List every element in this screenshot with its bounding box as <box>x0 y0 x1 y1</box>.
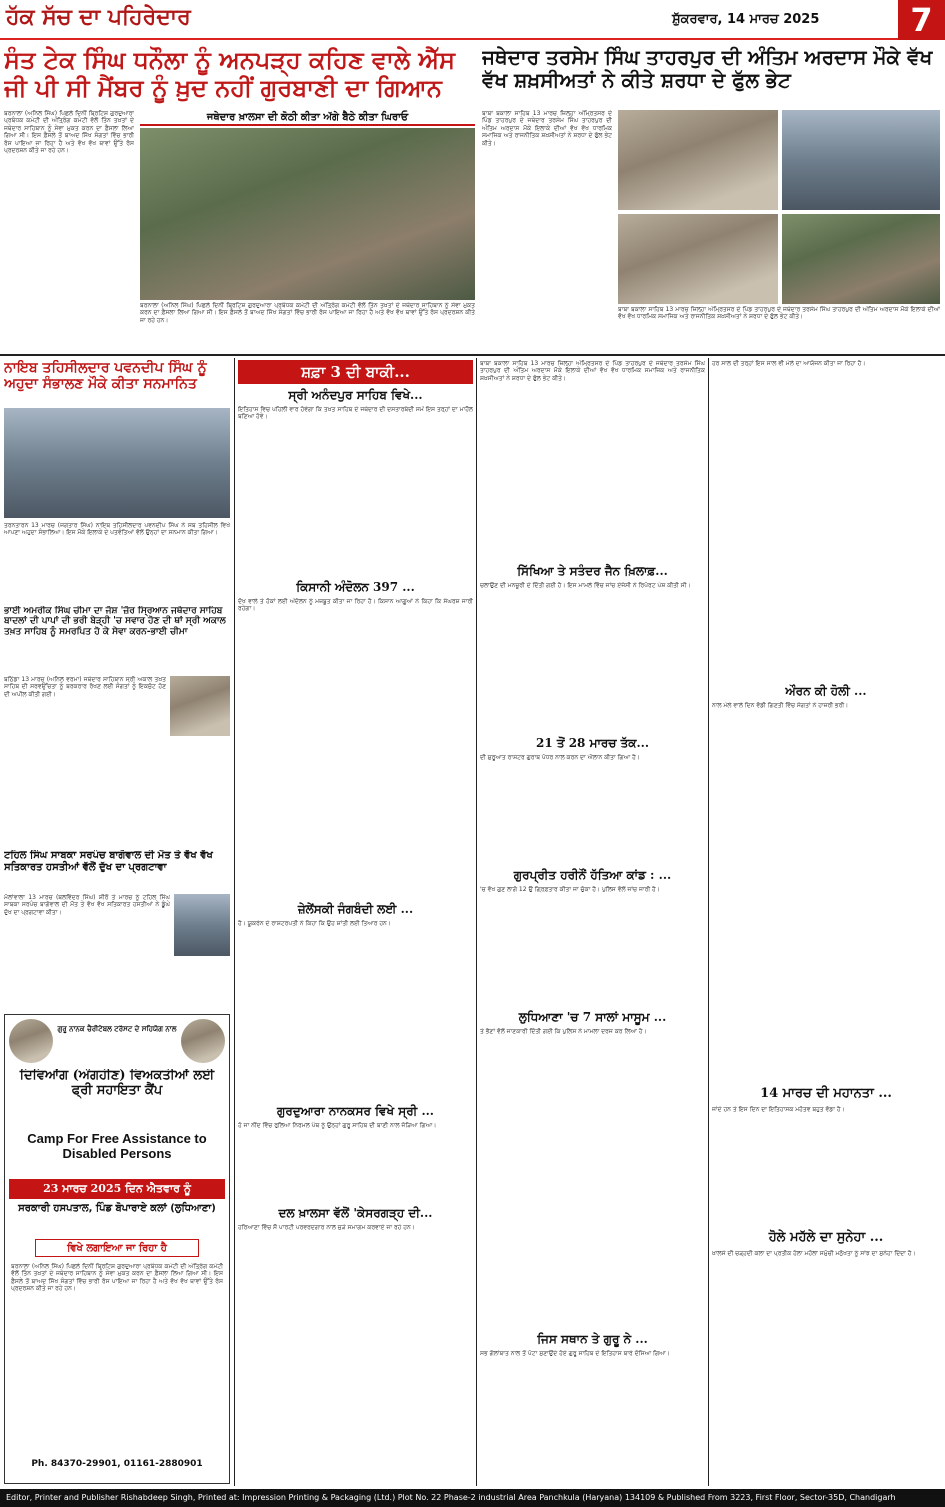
section-body: ਇਤਿਹਾਸ ਵਿਚ ਪਹਿਲੀ ਵਾਰ ਹੋਵੇਗਾ ਕਿ ਤਖ਼ਤ ਸਾਹਿਬ ਦੇ ਜਥੇਦਾਰ ਦੀ ਦਸਤਾਰਬੰਦੀ ਸਮੇਂ ਇਸ ਤਰ੍ਹਾਂ ਦਾ ਮਾਹੌਲ ਬਣਿਆ ਹੋਵੇ। <box>238 406 473 421</box>
section-body: ਨਾਲ ਮੇਲੇ ਵਾਲੇ ਦਿਨ ਵੱਡੀ ਗਿਣਤੀ ਵਿੱਚ ਸੰਗਤਾਂ ਨੇ ਹਾਜ਼ਰੀ ਭਰੀ। <box>712 702 849 709</box>
ad-logo-left <box>9 1019 53 1063</box>
section-body: ਜਾਂਦੇ ਹਨ ਤੇ ਇਸ ਦਿਨ ਦਾ ਇਤਿਹਾਸਕ ਮਹੱਤਵ ਬਹੁਤ ਵੱਡਾ ਹੈ। <box>712 1106 845 1113</box>
protest-photo <box>140 128 475 300</box>
section-body: 'ਚ ਵੱਖ ਗੁਣ ਲਾਗੋ 12 ਉ ਗ੍ਰਿਫ਼ਤਾਰ ਕੀਤਾ ਜਾ ਚੁੱਕਾ ਹੈ। ਪੁਲਿਸ ਵੱਲੋਂ ਜਾਂਚ ਜਾਰੀ ਹੈ। <box>480 886 660 893</box>
section-title: ਗੁਰਪ੍ਰੀਤ ਹਰੀਨੌਂ ਹੱਤਿਆ ਕਾਂਡ : ... <box>513 868 672 882</box>
section-title: 21 ਤੋਂ 28 ਮਾਰਚ ਤੱਕ... <box>535 736 650 750</box>
lead-right-headline: ਜਥੇਦਾਰ ਤਰਸੇਮ ਸਿੰਘ ਤਾਹਰਪੁਰ ਦੀ ਅੰਤਿਮ ਅਰਦਾਸ ਮੌਕੇ ਵੱਖ ਵੱਖ ਸ਼ਖ਼ਸੀਅਤਾਂ ਨੇ ਕੀਤੇ ਸ਼ਰਧਾ ਦੇ ਫੁੱਲ ਭੇਟ <box>482 46 933 92</box>
ardas-photo-4 <box>782 214 940 304</box>
ad-title-english: Camp For Free Assistance to Disabled Persons <box>27 1131 207 1161</box>
section-body: ਚਲਾਉਣ ਦੀ ਮਨਜ਼ੂਰੀ ਦੇ ਦਿੱਤੀ ਗਈ ਹੈ। ਇਸ ਮਾਮਲੇ ਵਿੱਚ ਜਾਂਚ ਏਜੰਸੀ ਨੇ ਰਿਪੋਰਟ ਪੇਸ਼ ਕੀਤੀ ਸੀ। <box>480 582 691 589</box>
ardas-photo-2 <box>782 110 940 210</box>
section-body: ਦੀ ਸ਼ੁਰੂਆਤ ਰਾਸ਼ਟਰ ਗੁਰਾਬ ਪੱਧਰ ਨਾਲ ਕਰਨ ਦਾ ਐਲਾਨ ਕੀਤਾ ਗਿਆ ਹੈ। <box>480 754 640 761</box>
far-right-sections <box>712 360 940 1484</box>
section-title: ਗੁਰਦੁਆਰਾ ਨਾਨਕਸਰ ਵਿਖੇ ਸ੍ਰੀ ... <box>277 1104 434 1118</box>
tehsildar-headline: ਨਾਇਬ ਤਹਿਸੀਲਦਾਰ ਪਵਨਦੀਪ ਸਿੰਘ ਨੂੰ ਅਹੁਦਾ ਸੰਭਾਲਣ ਮੌਕੇ ਕੀਤਾ ਸਨਮਾਨਿਤ <box>4 360 207 393</box>
disability-camp-ad <box>4 1014 230 1484</box>
section-title: ਜ਼ੇਲੇਂਸਕੀ ਜੰਗਬੰਦੀ ਲਈ ... <box>297 902 414 916</box>
section-body: ਤੇ ਭੈਣਾਂ ਵੱਲੋਂ ਜਾਣਕਾਰੀ ਦਿੱਤੀ ਗਈ ਕਿ ਪੁਲਿਸ ਨੇ ਮਾਮਲਾ ਦਰਜ ਕਰ ਲਿਆ ਹੈ। <box>480 1028 647 1035</box>
imprint-footer: Editor, Printer and Publisher Rishabdeep Singh, Printed at: Impression Printing & Packaging (Ltd.) Plot No. 22 Phase-2 industrial Area Panchkula (Haryana) 134109 & Published From 3223, First Floor, Sector-35D, Chandigarh <box>0 1489 945 1507</box>
masthead-title: ਹੱਕ ਸੱਚ ਦਾ ਪਹਿਰੇਦਾਰ <box>6 4 191 30</box>
continued-banner: ਸ਼ਫ਼ਾ 3 ਦੀ ਬਾਕੀ... <box>238 360 473 384</box>
section-title: ਲੁਧਿਆਣਾ 'ਚ 7 ਸਾਲਾਂ ਮਾਸੂਮ ... <box>518 1010 667 1024</box>
lead-right-body: ਬਾਬਾ ਬਕਾਲਾ ਸਾਹਿਬ 13 ਮਾਰਚ ਜ਼ਿਲ੍ਹਾ ਅੰਮ੍ਰਿਤਸਰ ਦੇ ਪਿੰਡ ਤਾਹਰਪੁਰ ਦੇ ਜਥੇਦਾਰ ਤਰਸੇਮ ਸਿੰਘ ਤਾਹਰਪੁਰ ਦੀ ਅੰਤਿਮ ਅਰਦਾਸ ਮੌਕੇ ਇਲਾਕੇ ਦੀਆਂ ਵੱਖ ਵੱਖ ਧਾਰਮਿਕ ਸਮਾਜਿਕ ਅਤੇ ਰਾਜਨੀਤਿਕ ਸ਼ਖ਼ਸੀਅਤਾਂ ਨੇ ਸ਼ਰਧਾ ਦੇ ਫੁੱਲ ਭੇਟ ਕੀਤੇ। <box>482 110 612 147</box>
ad-notice-bar: ਵਿਖੇ ਲਗਾਇਆ ਜਾ ਰਿਹਾ ਹੈ <box>35 1239 199 1257</box>
section-title: ਕਿਸਾਨੀ ਅੰਦੋਲਨ 397 ... <box>296 580 415 594</box>
tehal-singh-photo <box>174 894 230 956</box>
section-divider <box>0 354 945 356</box>
section-body: ਦੱਖ ਵਾਲੇ ਤੇ ਹੱਕਾਂ ਲਈ ਅੰਦੋਲਨ ਨੂੰ ਮਜ਼ਬੂਤ ਕੀਤਾ ਜਾ ਰਿਹਾ ਹੈ। ਕਿਸਾਨ ਆਗੂਆਂ ਨੇ ਕਿਹਾ ਕਿ ਸੰਘਰਸ਼ ਜਾਰੀ ਰਹੇਗਾ। <box>238 598 473 613</box>
section-title: ਦਲ ਖ਼ਾਲਸਾ ਵੱਲੋਂ 'ਕੇਸਰਗੜ੍ਹ ਦੀ... <box>278 1206 433 1220</box>
cheema-headline: ਭਾਈ ਅਮਰੀਕ ਸਿੰਘ ਚੀਮਾ ਦਾ ਜੋਸ਼ 'ਜ਼ੋਰ ਸ੍ਰਿਆਨ ਜਥੇਦਾਰ ਸਾਹਿਬ ਬਾਦਲਾਂ ਦੀ ਪਾਪਾਂ ਦੀ ਭਰੀ ਬੇੜ੍ਹੀ 'ਚ ਸਵਾਰ ਹੋਣ ਦੀ ਥਾਂ ਸ੍ਰੀ ਅਕਾਲ ਤਖ਼ਤ ਸਾਹਿਬ ਨੂੰ ਸਮਰਪਿਤ ਹੋ ਕੇ ਸੇਵਾ ਕਰਨ-ਭਾਈ ਚੀਮਾ <box>4 606 226 637</box>
lead-left-body: ਬਰਨਾਲਾ (ਅਨਿਲ ਸਿੰਘ) ਪਿਛਲੇ ਦਿਨੀਂ ਬ੍ਰਿਟਿਸ਼ ਗੁਰਦੁਆਰਾ ਪ੍ਰਬੰਧਕ ਕਮੇਟੀ ਦੀ ਅੰਤ੍ਰਿੰਗ ਕਮੇਟੀ ਵੱਲੋਂ ਤਿੰਨ ਤਖ਼ਤਾਂ ਦੇ ਜਥੇਦਾਰ ਸਾਹਿਬਾਨ ਨੂੰ ਸੇਵਾ ਮੁਕਤ ਕਰਨ ਦਾ ਫ਼ੈਸਲਾ ਲਿਆ ਗਿਆ ਸੀ। ਇਸ ਫ਼ੈਸਲੇ ਤੋਂ ਬਾਅਦ ਸਿੱਖ ਸੰਗਤਾਂ ਵਿੱਚ ਭਾਰੀ ਰੋਸ ਪਾਇਆ ਜਾ ਰਿਹਾ ਹੈ ਅਤੇ ਵੱਖ ਵੱਖ ਥਾਵਾਂ ਉੱਤੇ ਰੋਸ ਪ੍ਰਦਰਸ਼ਨ ਕੀਤੇ ਜਾ ਰਹੇ ਹਨ। <box>4 110 134 155</box>
lead-left-photo-banner: ਜਥੇਦਾਰ ਖ਼ਾਲਸਾ ਦੀ ਕੋਠੀ ਕੀਤਾ ਅੱਗੇ ਬੈਠੇ ਕੀਤਾ ਘਿਰਾਓ <box>140 110 475 126</box>
section-body: ਖ਼ਾਲਸੇ ਦੀ ਚੜ੍ਹਦੀ ਕਲਾ ਦਾ ਪ੍ਰਤੀਕ ਹੋਲਾ ਮਹੱਲਾ ਸਮੁੱਚੀ ਮਨੁੱਖਤਾ ਨੂੰ ਸਾਂਝ ਦਾ ਸੁਨੇਹਾ ਦਿੰਦਾ ਹੈ। <box>712 1250 916 1257</box>
lead-left-continued: ਬਰਨਾਲਾ (ਅਨਿਲ ਸਿੰਘ) ਪਿਛਲੇ ਦਿਨੀਂ ਬ੍ਰਿਟਿਸ਼ ਗੁਰਦੁਆਰਾ ਪ੍ਰਬੰਧਕ ਕਮੇਟੀ ਦੀ ਅੰਤ੍ਰਿੰਗ ਕਮੇਟੀ ਵੱਲੋਂ ਤਿੰਨ ਤਖ਼ਤਾਂ ਦੇ ਜਥੇਦਾਰ ਸਾਹਿਬਾਨ ਨੂੰ ਸੇਵਾ ਮੁਕਤ ਕਰਨ ਦਾ ਫ਼ੈਸਲਾ ਲਿਆ ਗਿਆ ਸੀ। ਇਸ ਫ਼ੈਸਲੇ ਤੋਂ ਬਾਅਦ ਸਿੱਖ ਸੰਗਤਾਂ ਵਿੱਚ ਭਾਰੀ ਰੋਸ ਪਾਇਆ ਜਾ ਰਿਹਾ ਹੈ ਅਤੇ ਵੱਖ ਵੱਖ ਥਾਵਾਂ ਉੱਤੇ ਰੋਸ ਪ੍ਰਦਰਸ਼ਨ ਕੀਤੇ ਜਾ ਰਹੇ ਹਨ। <box>140 302 475 324</box>
middle-sections <box>238 388 473 1484</box>
section-title: ਜਿਸ ਸਥਾਨ ਤੇ ਗੁਰੂ ਨੇ ... <box>537 1332 648 1346</box>
section-title: ਸ੍ਰੀ ਅਨੰਦਪੁਰ ਸਾਹਿਬ ਵਿਖੇ... <box>288 388 423 402</box>
cheema-body: ਬਠਿੰਡਾ 13 ਮਾਰਚ (ਅਨਿਲ ਵਰਮਾ) ਜਥੇਦਾਰ ਸਾਹਿਬਾਨ ਸ੍ਰੀ ਅਕਾਲ ਤਖ਼ਤ ਸਾਹਿਬ ਦੀ ਸਰਵਉੱਚਤਾ ਨੂੰ ਬਰਕਰਾਰ ਰੱਖਣ ਲਈ ਸੰਗਤਾਂ ਨੂੰ ਇਕਜੁੱਟ ਹੋਣ ਦੀ ਅਪੀਲ ਕੀਤੀ ਗਈ। <box>4 676 166 698</box>
section-body: ਸਭ ਗੱਲਾਂਬਾਤ ਨਾਲ ਤੋਂ ਪੋਟਾ ਸੁਣਾਉਂਦੇ ਹੋਏ ਗੁਰੂ ਸਾਹਿਬ ਦੇ ਇਤਿਹਾਸ ਬਾਰੇ ਦੱਸਿਆ ਗਿਆ। <box>480 1350 670 1357</box>
section-title: ਹੋਲੇ ਮਹੱਲੇ ਦਾ ਸੁਨੇਹਾ ... <box>768 1230 884 1245</box>
cheema-photo <box>170 676 230 736</box>
ad-phones: Ph. 84370-29901, 01161-2880901 <box>31 1459 203 1469</box>
masthead-date: ਸ਼ੁੱਕਰਵਾਰ, 14 ਮਾਰਚ 2025 <box>672 12 820 27</box>
column-rule <box>476 358 477 1486</box>
right-sections <box>480 360 705 1484</box>
column-rule <box>708 358 709 1486</box>
ardas-photo-caption: ਬਾਬਾ ਬਕਾਲਾ ਸਾਹਿਬ 13 ਮਾਰਚ ਜ਼ਿਲ੍ਹਾ ਅੰਮ੍ਰਿਤਸਰ ਦੇ ਪਿੰਡ ਤਾਹਰਪੁਰ ਦੇ ਜਥੇਦਾਰ ਤਰਸੇਮ ਸਿੰਘ ਤਾਹਰਪੁਰ ਦੀ ਅੰਤਿਮ ਅਰਦਾਸ ਮੌਕੇ ਇਲਾਕੇ ਦੀਆਂ ਵੱਖ ਵੱਖ ਧਾਰਮਿਕ ਸਮਾਜਿਕ ਅਤੇ ਰਾਜਨੀਤਿਕ ਸ਼ਖ਼ਸੀਅਤਾਂ ਨੇ ਸ਼ਰਧਾ ਦੇ ਫੁੱਲ ਭੇਟ ਕੀਤੇ। <box>618 306 940 321</box>
section-title: ਔਰਨ ਕੀ ਹੋਲੀ ... <box>785 684 867 698</box>
page-number: 7 <box>898 0 945 40</box>
lead-left-headline: ਸੰਤ ਟੇਕ ਸਿੰਘ ਧਨੌਲਾ ਨੂੰ ਅਨਪੜ੍ਹ ਕਹਿਣ ਵਾਲੇ ਐੱਸ ਜੀ ਪੀ ਸੀ ਮੈਂਬਰ ਨੂੰ ਖ਼ੁਦ ਨਹੀਂ ਗੁਰਬਾਣੀ ਦਾ ਗਿਆਨ <box>4 46 455 102</box>
section-body: ਬਾਬਾ ਬਕਾਲਾ ਸਾਹਿਬ 13 ਮਾਰਚ ਜ਼ਿਲ੍ਹਾ ਅੰਮ੍ਰਿਤਸਰ ਦੇ ਪਿੰਡ ਤਾਹਰਪੁਰ ਦੇ ਜਥੇਦਾਰ ਤਰਸੇਮ ਸਿੰਘ ਤਾਹਰਪੁਰ ਦੀ ਅੰਤਿਮ ਅਰਦਾਸ ਮੌਕੇ ਇਲਾਕੇ ਦੀਆਂ ਵੱਖ ਵੱਖ ਧਾਰਮਿਕ ਸਮਾਜਿਕ ਅਤੇ ਰਾਜਨੀਤਿਕ ਸ਼ਖ਼ਸੀਅਤਾਂ ਨੇ ਸ਼ਰਧਾ ਦੇ ਫੁੱਲ ਭੇਟ ਕੀਤੇ। <box>480 360 705 382</box>
section-body: ਹੈ। ਯੂਕਰੇਨ ਦੇ ਰਾਸ਼ਟਰਪਤੀ ਨੇ ਕਿਹਾ ਕਿ ਉਹ ਸ਼ਾਂਤੀ ਲਈ ਤਿਆਰ ਹਨ। <box>238 920 391 927</box>
ad-details: ਬਰਨਾਲਾ (ਅਨਿਲ ਸਿੰਘ) ਪਿਛਲੇ ਦਿਨੀਂ ਬ੍ਰਿਟਿਸ਼ ਗੁਰਦੁਆਰਾ ਪ੍ਰਬੰਧਕ ਕਮੇਟੀ ਦੀ ਅੰਤ੍ਰਿੰਗ ਕਮੇਟੀ ਵੱਲੋਂ ਤਿੰਨ ਤਖ਼ਤਾਂ ਦੇ ਜਥੇਦਾਰ ਸਾਹਿਬਾਨ ਨੂੰ ਸੇਵਾ ਮੁਕਤ ਕਰਨ ਦਾ ਫ਼ੈਸਲਾ ਲਿਆ ਗਿਆ ਸੀ। ਇਸ ਫ਼ੈਸਲੇ ਤੋਂ ਬਾਅਦ ਸਿੱਖ ਸੰਗਤਾਂ ਵਿੱਚ ਭਾਰੀ ਰੋਸ ਪਾਇਆ ਜਾ ਰਿਹਾ ਹੈ ਅਤੇ ਵੱਖ ਵੱਖ ਥਾਵਾਂ ਉੱਤੇ ਰੋਸ ਪ੍ਰਦਰਸ਼ਨ ਕੀਤੇ ਜਾ ਰਹੇ ਹਨ। <box>11 1263 223 1293</box>
section-body: ਹਰ ਸਾਲ ਦੀ ਤਰ੍ਹਾਂ ਇਸ ਸਾਲ ਵੀ ਮੇਲੇ ਦਾ ਆਯੋਜਨ ਕੀਤਾ ਜਾ ਰਿਹਾ ਹੈ। <box>712 360 866 367</box>
ad-org-text: ਗੁਰੂ ਨਾਨਕ ਚੈਰੀਟੇਬਲ ਟਰੱਸਟ ਦੇ ਸਹਿਯੋਗ ਨਾਲ <box>57 1025 177 1033</box>
tehal-singh-body: ਮੱਲਾਂਵਾਲਾ 13 ਮਾਰਚ (ਬਲਵਿੰਦਰ ਸਿੰਘ) ਸ਼ੀਰੋਂ ਤੇ ਮਾਰਚ ਨੂੰ ਟਹਿਲ ਸਿੰਘ ਸਾਬਕਾ ਸਰਪੰਚ ਬਾਗੋਵਾਲ ਦੀ ਮੌਤ ਤੇ ਵੱਖ ਵੱਖ ਸਤਿਕਾਰਤ ਹਸਤੀਆਂ ਨੇ ਡੂੰਘੇ ਦੁੱਖ ਦਾ ਪ੍ਰਗਟਾਵਾ ਕੀਤਾ। <box>4 894 170 916</box>
tehsildar-photo <box>4 408 230 518</box>
ad-venue: ਸਰਕਾਰੀ ਹਸਪਤਾਲ, ਪਿੰਡ ਬੋਪਾਰਾਏ ਕਲਾਂ (ਲੁਧਿਆਣਾ) <box>18 1203 216 1214</box>
ad-logo-right <box>181 1019 225 1063</box>
tehsildar-body: ਤਰਨਤਾਰਨ 13 ਮਾਰਚ (ਜਗਤਾਰ ਸਿੰਘ) ਨਾਇਬ ਤਹਿਸੀਲਦਾਰ ਪਵਨਦੀਪ ਸਿੰਘ ਨੇ ਸਬ ਤਹਿਸੀਲ ਵਿਖੇ ਆਪਣਾ ਅਹੁਦਾ ਸੰਭਾਲਿਆ। ਇਸ ਮੌਕੇ ਇਲਾਕੇ ਦੇ ਪਤਵੰਤਿਆਂ ਵੱਲੋਂ ਉਨ੍ਹਾਂ ਦਾ ਸਨਮਾਨ ਕੀਤਾ ਗਿਆ। <box>4 522 230 537</box>
tehal-singh-headline: ਟਹਿਲ ਸਿੰਘ ਸਾਬਕਾ ਸਰਪੰਚ ਬਾਗੋਵਾਲ ਦੀ ਮੌਤ ਤੇ ਵੱਖ ਵੱਖ ਸਤਿਕਾਰਤ ਹਸਤੀਆਂ ਵੱਲੋਂ ਦੁੱਖ ਦਾ ਪ੍ਰਗਟਾਵਾ <box>4 850 213 873</box>
ardas-photo-3 <box>618 214 778 304</box>
section-body: ਹਰਿਆਣਾ ਵਿੱਚ ਸੌ ਪਾਰਟੀ ਪਰਵਰਦਗਾਰ ਨਾਲ ਜੁੜੇ ਸਮਾਗਮ ਕਰਵਾਏ ਜਾ ਰਹੇ ਹਨ। <box>238 1224 415 1231</box>
section-body: ਹੋ ਜਾ ਨੀਂਦ ਵਿੱਚ ਰੁਲਿਆ ਨਿਰਮਲ ਪੰਥ ਨੂੰ ਉਨ੍ਹਾਂ ਗੁਰੂ ਸਾਹਿਬ ਦੀ ਬਾਣੀ ਨਾਲ ਜੋੜਿਆ ਗਿਆ। <box>238 1122 437 1129</box>
ad-title-punjabi: ਦਿਵਿਆਂਗ (ਅੰਗਹੀਣ) ਵਿਅਕਤੀਆਂ ਲਈ ਫ੍ਰੀ ਸਹਾਇਤਾ ਕੈਂਪ <box>19 1069 215 1098</box>
section-title: ਸਿੱਖਿਆ ਤੇ ਸਤੰਦਰ ਜੈਨ ਖ਼ਿਲਾਫ਼... <box>517 564 668 578</box>
ad-date-bar: 23 ਮਾਰਚ 2025 ਦਿਨ ਐਤਵਾਰ ਨੂੰ <box>9 1179 225 1199</box>
ardas-photo-1 <box>618 110 778 210</box>
column-rule <box>234 358 235 1486</box>
masthead <box>0 0 945 40</box>
section-title: 14 ਮਾਰਚ ਦੀ ਮਹਾਨਤਾ ... <box>760 1086 892 1101</box>
